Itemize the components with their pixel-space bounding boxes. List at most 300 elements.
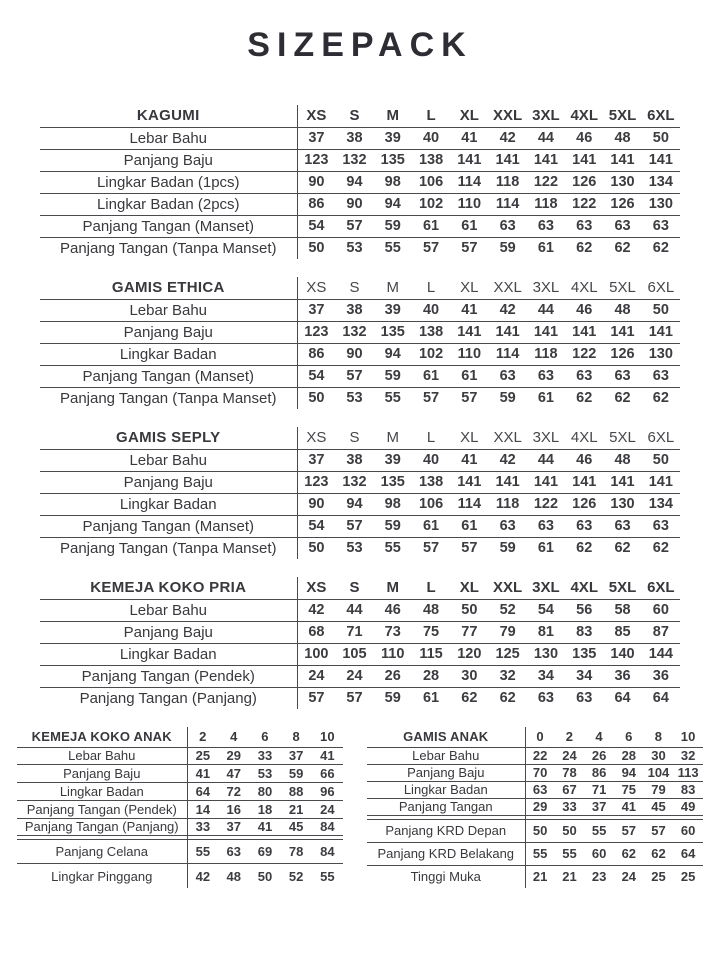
size-value-cell: 123 — [297, 321, 335, 343]
size-value-cell: 60 — [584, 842, 614, 865]
size-value-cell: 28 — [412, 665, 450, 687]
size-value-cell: 57 — [614, 819, 644, 842]
size-value-cell: 14 — [187, 800, 218, 818]
table-title: GAMIS ETHICA — [40, 277, 297, 299]
size-value-cell: 138 — [412, 471, 450, 493]
size-value-cell: 83 — [565, 621, 603, 643]
size-value-cell: 141 — [565, 471, 603, 493]
size-value-cell: 144 — [642, 643, 680, 665]
size-value-cell: 138 — [412, 149, 450, 171]
measurement-row — [40, 621, 680, 643]
row-label: Panjang Tangan (Pendek) — [17, 800, 187, 818]
measurement-row — [40, 215, 680, 237]
table-header — [367, 727, 703, 747]
measurement-row — [40, 365, 680, 387]
table-header — [40, 577, 680, 599]
measurement-row — [40, 449, 680, 471]
size-value-cell: 50 — [257, 868, 273, 884]
size-value-cell: 62 — [652, 390, 669, 407]
size-value-cell: 100 — [297, 643, 335, 665]
header-row — [367, 727, 703, 747]
size-value-cell: 62 — [652, 240, 669, 257]
size-column-header: S — [335, 277, 373, 299]
measurement-row — [40, 127, 680, 149]
size-value-cell: 50 — [308, 240, 325, 257]
size-column-header: 6XL — [642, 427, 680, 449]
size-value-cell: 22 — [525, 747, 555, 764]
size-value-cell: 141 — [603, 321, 641, 343]
size-value-cell: 63 — [603, 515, 641, 537]
size-value-cell: 63 — [527, 215, 565, 237]
size-column-header: 0 — [525, 727, 555, 747]
size-value-cell: 126 — [565, 493, 603, 515]
row-label: Panjang KRD Belakang — [367, 842, 525, 865]
size-value-cell: 114 — [450, 171, 488, 193]
size-value-cell: 110 — [374, 643, 412, 665]
size-value-cell: 57 — [461, 540, 478, 557]
size-value-cell: 44 — [527, 127, 565, 149]
size-value-cell: 130 — [603, 171, 641, 193]
size-value-cell: 57 — [422, 540, 440, 557]
size-value-cell: 56 — [565, 599, 603, 621]
size-value-cell: 63 — [218, 840, 249, 864]
size-value-cell: 62 — [614, 390, 631, 407]
size-value-cell: 53 — [346, 540, 363, 557]
size-value-cell: 86 — [297, 343, 335, 365]
size-value-cell: 42 — [488, 127, 526, 149]
size-value-cell: 24 — [312, 800, 343, 818]
size-column-header: L — [412, 105, 450, 127]
row-label: Lingkar Badan — [40, 643, 297, 665]
size-value-cell: 55 — [320, 868, 335, 884]
adult-size-tables-section — [0, 105, 720, 709]
size-value-cell: 37 — [584, 798, 614, 815]
measurement-row — [40, 387, 680, 409]
size-value-cell: 63 — [565, 365, 603, 387]
measurement-row — [40, 687, 680, 709]
size-value-cell: 25 — [187, 747, 218, 765]
size-value-cell: 141 — [565, 149, 603, 171]
measurement-row — [17, 818, 343, 836]
size-value-cell: 32 — [673, 747, 703, 764]
size-value-cell: 24 — [621, 869, 637, 885]
size-value-cell: 62 — [576, 390, 593, 407]
size-value-cell: 41 — [614, 798, 644, 815]
size-column-header: XXL — [488, 277, 526, 299]
measurement-row — [40, 171, 680, 193]
size-value-cell: 55 — [384, 540, 401, 557]
measurement-row — [17, 840, 343, 864]
size-value-cell: 39 — [374, 449, 412, 471]
size-value-cell: 141 — [488, 321, 526, 343]
size-value-cell: 48 — [603, 299, 641, 321]
size-column-header: 10 — [312, 727, 343, 747]
size-value-cell: 52 — [288, 868, 304, 884]
row-label: Panjang Tangan (Tanpa Manset) — [40, 387, 297, 409]
row-label: Panjang Tangan (Panjang) — [17, 818, 187, 836]
size-value-cell: 50 — [642, 127, 680, 149]
size-value-cell: 24 — [297, 665, 335, 687]
size-value-cell: 64 — [614, 690, 631, 707]
size-value-cell: 79 — [488, 621, 526, 643]
size-value-cell: 25 — [680, 869, 696, 885]
size-column-header: XL — [450, 277, 488, 299]
size-table-gamis-ethica — [40, 277, 680, 409]
size-value-cell: 46 — [374, 599, 412, 621]
size-value-cell: 54 — [297, 515, 335, 537]
size-value-cell: 94 — [335, 171, 373, 193]
size-value-cell: 141 — [565, 321, 603, 343]
size-value-cell: 141 — [450, 149, 488, 171]
row-label: Lingkar Pinggang — [17, 864, 187, 888]
row-label: Lebar Bahu — [40, 127, 297, 149]
size-value-cell: 49 — [673, 798, 703, 815]
size-value-cell: 135 — [374, 471, 412, 493]
size-value-cell: 21 — [532, 869, 548, 885]
size-value-cell: 72 — [218, 783, 249, 801]
measurement-row — [40, 343, 680, 365]
header-row — [40, 577, 680, 599]
size-value-cell: 57 — [422, 390, 440, 407]
header-row — [40, 427, 680, 449]
measurement-row — [40, 237, 680, 259]
size-value-cell: 28 — [614, 747, 644, 764]
size-value-cell: 73 — [374, 621, 412, 643]
size-value-cell: 132 — [335, 149, 373, 171]
size-table-kagumi — [40, 105, 680, 259]
row-label: Panjang Tangan (Panjang) — [40, 687, 297, 709]
size-value-cell: 135 — [374, 321, 412, 343]
size-value-cell: 48 — [412, 599, 450, 621]
size-column-header: M — [374, 427, 412, 449]
size-value-cell: 30 — [450, 665, 488, 687]
measurement-row — [367, 865, 703, 888]
size-column-header: M — [374, 277, 412, 299]
size-column-header: XL — [450, 577, 488, 599]
size-value-cell: 50 — [525, 819, 555, 842]
size-value-cell: 63 — [565, 515, 603, 537]
size-value-cell: 115 — [412, 643, 450, 665]
row-label: Lingkar Badan — [40, 493, 297, 515]
size-value-cell: 70 — [525, 764, 555, 781]
size-value-cell: 33 — [249, 747, 280, 765]
size-value-cell: 64 — [652, 690, 669, 707]
size-value-cell: 18 — [249, 800, 280, 818]
size-value-cell: 61 — [450, 515, 488, 537]
row-label: Panjang Baju — [40, 321, 297, 343]
size-value-cell: 55 — [187, 840, 218, 864]
size-value-cell: 44 — [527, 449, 565, 471]
measurement-row — [367, 747, 703, 764]
size-value-cell: 55 — [525, 842, 555, 865]
size-value-cell: 42 — [488, 449, 526, 471]
size-value-cell: 50 — [642, 449, 680, 471]
row-label: Panjang Baju — [17, 765, 187, 783]
size-value-cell: 57 — [461, 240, 478, 257]
size-value-cell: 120 — [450, 643, 488, 665]
header-row — [40, 277, 680, 299]
size-value-cell: 63 — [576, 690, 593, 707]
size-value-cell: 80 — [249, 783, 280, 801]
size-column-header: L — [412, 427, 450, 449]
table-title: GAMIS SEPLY — [40, 427, 297, 449]
size-value-cell: 114 — [488, 343, 526, 365]
size-column-header: 8 — [281, 727, 312, 747]
size-value-cell: 86 — [297, 193, 335, 215]
size-value-cell: 63 — [525, 781, 555, 798]
size-value-cell: 62 — [576, 540, 593, 557]
header-row — [17, 727, 343, 747]
row-label: Lebar Bahu — [367, 747, 525, 764]
size-value-cell: 55 — [384, 390, 401, 407]
size-value-cell: 63 — [488, 365, 526, 387]
row-label: Lebar Bahu — [40, 599, 297, 621]
size-column-header: 4XL — [565, 577, 603, 599]
size-value-cell: 63 — [488, 215, 526, 237]
size-value-cell: 81 — [527, 621, 565, 643]
size-value-cell: 90 — [297, 493, 335, 515]
size-table-gamis-anak — [367, 727, 703, 888]
size-column-header: 3XL — [527, 277, 565, 299]
size-column-header: 5XL — [603, 577, 641, 599]
size-value-cell: 37 — [297, 127, 335, 149]
size-value-cell: 41 — [187, 765, 218, 783]
row-label: Lingkar Badan (1pcs) — [40, 171, 297, 193]
table-body — [367, 747, 703, 888]
size-column-header: 2 — [555, 727, 585, 747]
row-label: Panjang Baju — [40, 621, 297, 643]
size-value-cell: 23 — [591, 869, 607, 885]
size-value-cell: 50 — [642, 299, 680, 321]
size-column-header: 4 — [584, 727, 614, 747]
size-value-cell: 90 — [335, 343, 373, 365]
measurement-row — [40, 515, 680, 537]
measurement-row — [40, 643, 680, 665]
size-value-cell: 53 — [346, 240, 363, 257]
size-column-header: 6XL — [642, 105, 680, 127]
size-value-cell: 26 — [584, 747, 614, 764]
size-column-header: 6 — [249, 727, 280, 747]
measurement-row — [17, 800, 343, 818]
measurement-row — [40, 149, 680, 171]
table-header — [17, 727, 343, 747]
size-table-kemeja-koko-anak — [17, 727, 343, 888]
size-value-cell: 138 — [412, 321, 450, 343]
size-value-cell: 118 — [527, 343, 565, 365]
row-label: Panjang Tangan (Manset) — [40, 515, 297, 537]
size-value-cell: 94 — [374, 193, 412, 215]
size-value-cell: 44 — [335, 599, 373, 621]
size-value-cell: 62 — [614, 540, 631, 557]
size-value-cell: 135 — [565, 643, 603, 665]
row-label: Panjang Tangan (Pendek) — [40, 665, 297, 687]
row-label: Panjang Tangan (Manset) — [40, 215, 297, 237]
size-value-cell: 78 — [281, 840, 312, 864]
measurement-row — [40, 321, 680, 343]
size-value-cell: 53 — [346, 390, 363, 407]
size-column-header: XS — [297, 105, 335, 127]
size-value-cell: 88 — [281, 783, 312, 801]
size-value-cell: 38 — [335, 449, 373, 471]
size-value-cell: 47 — [218, 765, 249, 783]
row-label: Lingkar Badan — [367, 781, 525, 798]
size-value-cell: 33 — [187, 818, 218, 836]
size-value-cell: 141 — [527, 471, 565, 493]
size-column-header: 4XL — [565, 427, 603, 449]
measurement-row — [367, 781, 703, 798]
size-value-cell: 113 — [673, 764, 703, 781]
measurement-row — [40, 493, 680, 515]
size-value-cell: 132 — [335, 321, 373, 343]
size-value-cell: 126 — [603, 193, 641, 215]
page-title: SIZEPACK — [247, 26, 473, 64]
measurement-row — [40, 537, 680, 559]
size-value-cell: 59 — [374, 215, 412, 237]
size-value-cell: 130 — [642, 193, 680, 215]
size-value-cell: 21 — [562, 869, 577, 885]
row-label: Lebar Bahu — [40, 299, 297, 321]
size-value-cell: 141 — [642, 149, 680, 171]
header-row — [40, 105, 680, 127]
size-value-cell: 30 — [644, 747, 674, 764]
size-value-cell: 57 — [335, 515, 373, 537]
row-label: Lingkar Badan (2pcs) — [40, 193, 297, 215]
size-value-cell: 48 — [226, 868, 242, 884]
size-value-cell: 141 — [642, 321, 680, 343]
size-value-cell: 84 — [312, 840, 343, 864]
size-value-cell: 62 — [499, 690, 516, 707]
size-column-header: 2 — [187, 727, 218, 747]
size-value-cell: 48 — [603, 449, 641, 471]
table-body — [40, 449, 680, 559]
size-value-cell: 46 — [565, 299, 603, 321]
size-value-cell: 38 — [335, 299, 373, 321]
size-value-cell: 50 — [308, 540, 325, 557]
measurement-row — [40, 299, 680, 321]
size-column-header: 6 — [614, 727, 644, 747]
size-value-cell: 45 — [644, 798, 674, 815]
size-column-header: XL — [450, 427, 488, 449]
size-column-header: 4XL — [565, 277, 603, 299]
size-value-cell: 54 — [527, 599, 565, 621]
size-value-cell: 110 — [450, 343, 488, 365]
size-value-cell: 122 — [527, 171, 565, 193]
size-value-cell: 57 — [346, 690, 363, 707]
size-value-cell: 59 — [374, 365, 412, 387]
size-value-cell: 60 — [673, 819, 703, 842]
size-value-cell: 83 — [673, 781, 703, 798]
size-value-cell: 96 — [312, 783, 343, 801]
size-value-cell: 102 — [412, 193, 450, 215]
size-column-header: XS — [297, 577, 335, 599]
size-value-cell: 141 — [603, 149, 641, 171]
size-value-cell: 126 — [603, 343, 641, 365]
size-value-cell: 63 — [603, 215, 641, 237]
size-value-cell: 87 — [642, 621, 680, 643]
size-value-cell: 50 — [450, 599, 488, 621]
size-value-cell: 67 — [555, 781, 585, 798]
row-label: Panjang Celana — [17, 840, 187, 864]
size-value-cell: 122 — [565, 193, 603, 215]
size-value-cell: 54 — [297, 215, 335, 237]
measurement-row — [40, 599, 680, 621]
size-column-header: 4XL — [565, 105, 603, 127]
size-value-cell: 102 — [412, 343, 450, 365]
size-value-cell: 55 — [384, 240, 401, 257]
size-value-cell: 53 — [249, 765, 280, 783]
size-value-cell: 141 — [527, 149, 565, 171]
size-value-cell: 57 — [335, 215, 373, 237]
size-value-cell: 59 — [384, 690, 401, 707]
row-label: Panjang Tangan — [367, 798, 525, 815]
size-value-cell: 141 — [527, 321, 565, 343]
size-column-header: S — [335, 577, 373, 599]
row-label: Tinggi Muka — [367, 865, 525, 888]
size-column-header: XXL — [488, 577, 526, 599]
size-value-cell: 118 — [488, 171, 526, 193]
measurement-row — [17, 765, 343, 783]
size-value-cell: 75 — [412, 621, 450, 643]
size-column-header: XL — [450, 105, 488, 127]
size-value-cell: 94 — [614, 764, 644, 781]
size-value-cell: 106 — [412, 171, 450, 193]
row-label: Lebar Bahu — [17, 747, 187, 765]
size-value-cell: 61 — [412, 365, 450, 387]
size-column-header: 8 — [644, 727, 674, 747]
size-value-cell: 63 — [603, 365, 641, 387]
size-value-cell: 141 — [642, 471, 680, 493]
size-value-cell: 61 — [412, 215, 450, 237]
size-value-cell: 77 — [450, 621, 488, 643]
size-value-cell: 63 — [527, 515, 565, 537]
table-header — [40, 427, 680, 449]
size-value-cell: 34 — [527, 665, 565, 687]
table-header — [40, 277, 680, 299]
size-value-cell: 24 — [335, 665, 373, 687]
size-value-cell: 32 — [488, 665, 526, 687]
measurement-row — [40, 471, 680, 493]
table-body — [40, 599, 680, 709]
measurement-row — [17, 864, 343, 888]
size-value-cell: 61 — [450, 365, 488, 387]
size-column-header: 3XL — [527, 427, 565, 449]
size-column-header: S — [335, 427, 373, 449]
size-value-cell: 61 — [450, 215, 488, 237]
size-value-cell: 122 — [565, 343, 603, 365]
size-column-header: 5XL — [603, 427, 641, 449]
size-value-cell: 57 — [461, 390, 478, 407]
size-value-cell: 63 — [642, 515, 680, 537]
size-value-cell: 24 — [555, 747, 585, 764]
size-value-cell: 130 — [603, 493, 641, 515]
size-value-cell: 63 — [565, 215, 603, 237]
size-value-cell: 39 — [374, 299, 412, 321]
row-label: Panjang Baju — [40, 149, 297, 171]
size-value-cell: 52 — [488, 599, 526, 621]
size-column-header: L — [412, 577, 450, 599]
row-label: Panjang Tangan (Manset) — [40, 365, 297, 387]
size-value-cell: 62 — [461, 690, 478, 707]
size-value-cell: 61 — [422, 690, 440, 707]
size-value-cell: 41 — [450, 449, 488, 471]
table-body — [40, 127, 680, 259]
measurement-row — [17, 783, 343, 801]
size-value-cell: 69 — [249, 840, 280, 864]
size-value-cell: 50 — [308, 390, 325, 407]
child-size-tables-section — [0, 727, 720, 888]
size-value-cell: 68 — [297, 621, 335, 643]
size-value-cell: 141 — [450, 321, 488, 343]
